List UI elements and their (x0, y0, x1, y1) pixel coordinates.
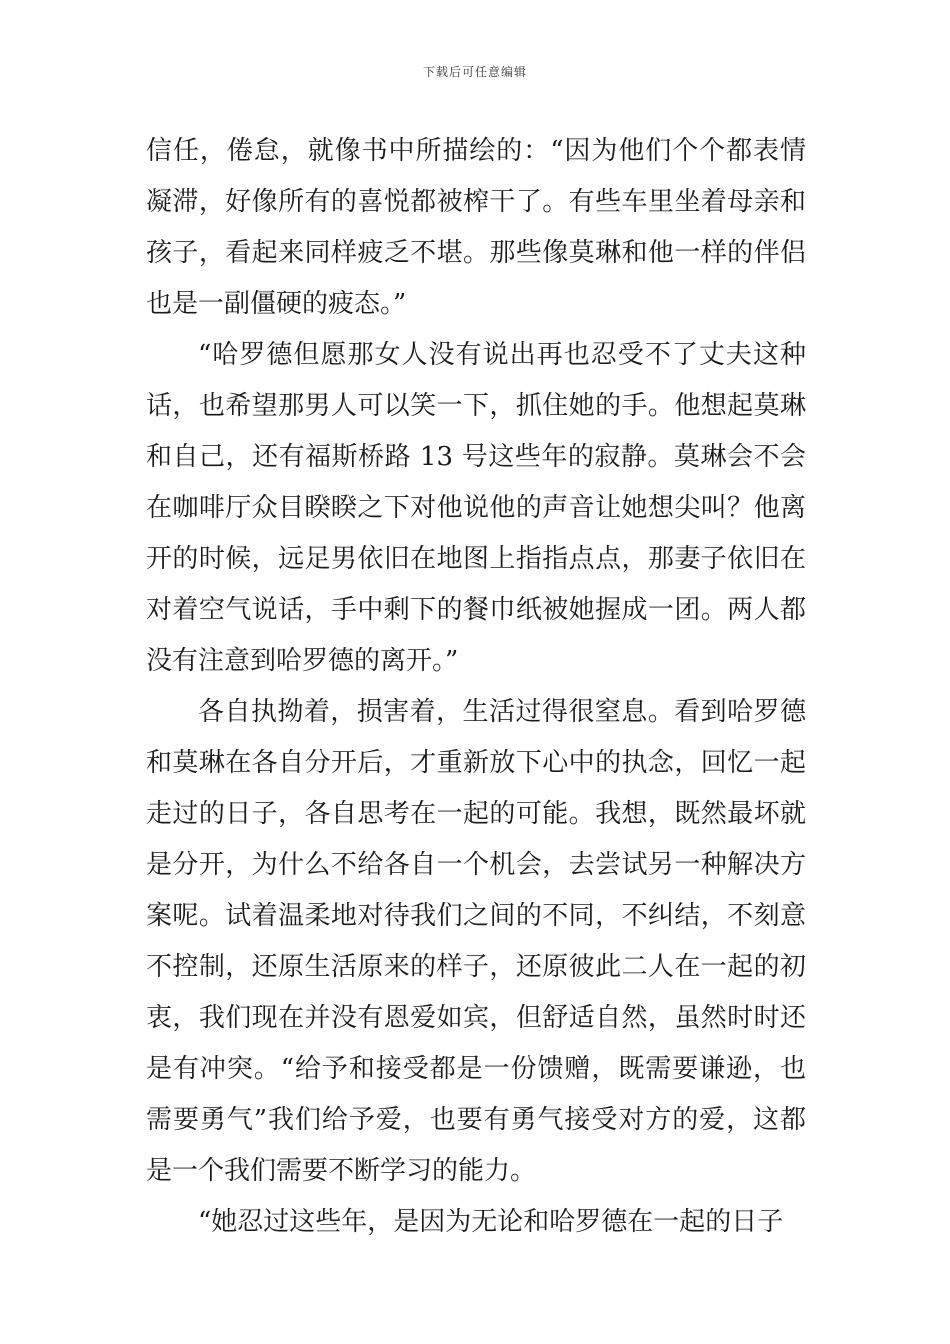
body-text (146, 126, 806, 1248)
paragraph-3: 各自执拗着，损害着，生活过得很窒息。看到哈罗德和莫琳在各自分开后，才重新放下心中的执念，回忆一起走过的日子，各自思考在一起的可能。我想，既然最坏就是分开，为什么不给各自一个机会，去尝试另一种解决方案呢。试着温柔地对待我们之间的不同，不纠结，不刻意不控制，还原生活原来的样子，还原彼此二人在一起的初衷，我们现在并没有恩爱如宾，但舒适自然，虽然时时还是有冲突。“给予和接受都是一份馈赠，既需要谦逊，也需要勇气”我们给予爱，也要有勇气接受对方的爱，这都是一个我们需要不断学习的能力。 (146, 697, 806, 1186)
page-header: 下载后可任意编辑 (422, 65, 527, 79)
paragraph-1: 信任，倦怠，就像书中所描绘的：“因为他们个个都表情凝滞，好像所有的喜悦都被榨干了。有些车里坐着母亲和孩子，看起来同样疲乏不堪。那些像莫琳和他一样的伴侣也是一副僵硬的疲态。” (146, 136, 806, 319)
paragraph-2: “哈罗德但愿那女人没有说出再也忍受不了丈夫这种话，也希望那男人可以笑一下，抓住她的手。他想起莫琳和自己，还有福斯桥路 13 号这些年的寂静。莫琳会不会在咖啡厅众目睽睽之下对他说他的声音让她想尖叫？他离开的时候，远足男依旧在地图上指指点点，那妻子依旧在对着空气说话，手中剩下的餐巾纸被她握成一团。两人都没有注意到哈罗德的离开。” (146, 340, 806, 676)
paragraph-4: “她忍过这些年，是因为无论和哈罗德在一起的日子 (198, 1207, 784, 1237)
